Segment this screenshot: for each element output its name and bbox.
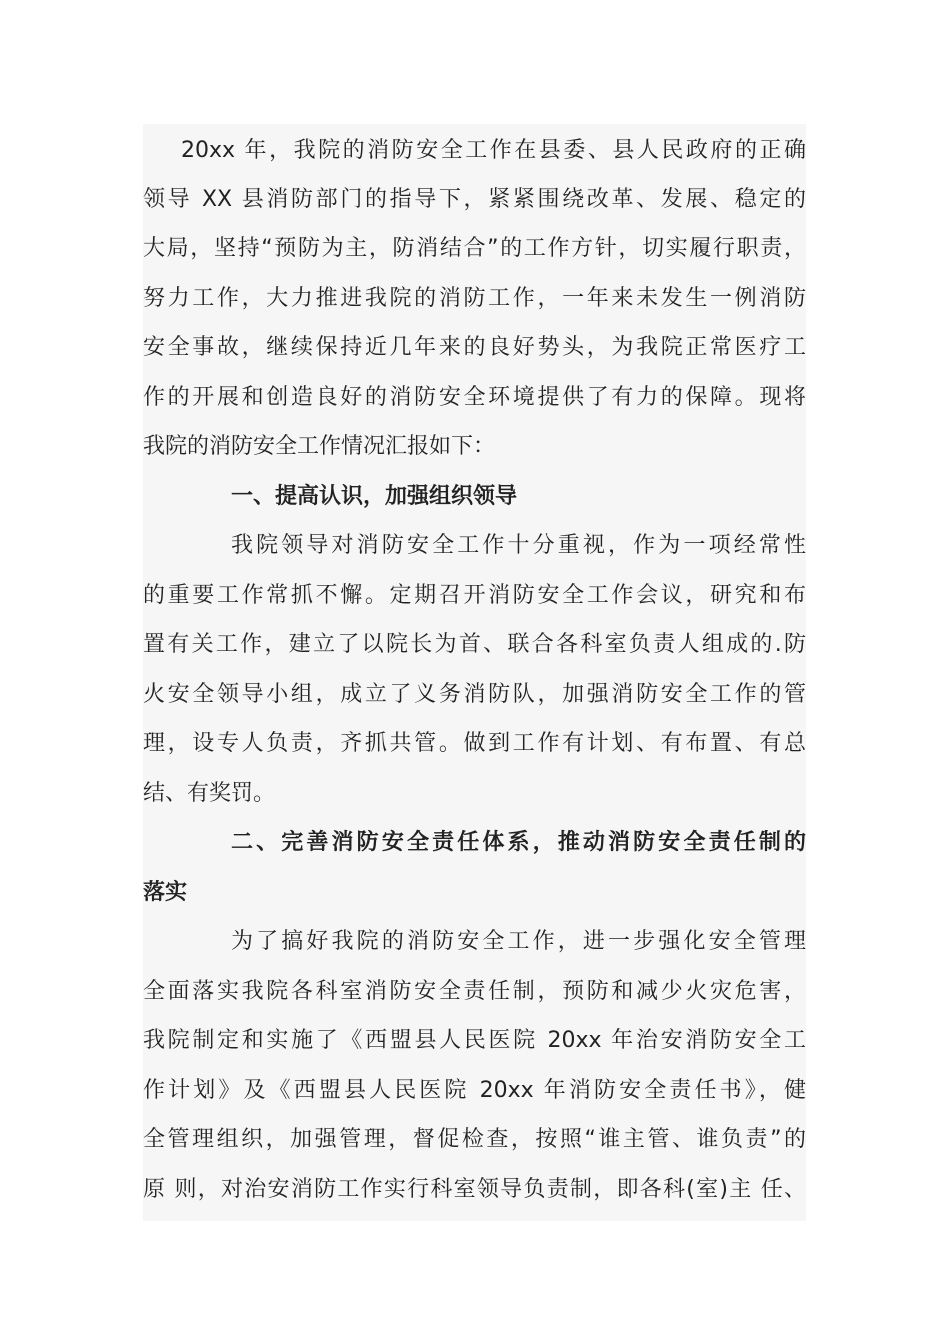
paragraph-2-line-1: 我院领导对消防安全工作十分重视，作为一项经常性: [231, 533, 806, 558]
section-1-heading: 一、提高认识，加强组织领导: [231, 484, 518, 509]
paragraph-3-line-5: 全管理组织，加强管理，督促检查，按照“谁主管、谁负责”的: [143, 1127, 806, 1152]
paragraph-1-line-3: 大局，坚持“预防为主，防消结合”的工作方针，切实履行职责，: [143, 236, 806, 261]
paragraph-1-line-4: 努力工作，大力推进我院的消防工作，一年来未发生一例消防: [143, 286, 806, 311]
paragraph-3-line-1: 为了搞好我院的消防安全工作，进一步强化安全管理: [231, 929, 806, 954]
paragraph-3-line-2: 全面落实我院各科室消防安全责任制，预防和减少火灾危害，: [143, 979, 806, 1004]
paragraph-3-line-3: 我院制定和实施了《西盟县人民医院 20xx 年治安消防安全工: [143, 1028, 806, 1053]
document-page: [143, 124, 806, 1221]
paragraph-2-line-3: 置有关工作，建立了以院长为首、联合各科室负责人组成的.防: [143, 632, 806, 657]
paragraph-1-line-6: 作的开展和创造良好的消防安全环境提供了有力的保障。现将: [143, 385, 806, 410]
paragraph-3-line-6: 原 则，对治安消防工作实行科室领导负责制，即各科(室)主 任、: [143, 1177, 806, 1202]
paragraph-2-line-2: 的重要工作常抓不懈。定期召开消防安全工作会议，研究和布: [143, 583, 806, 608]
paragraph-2-line-6: 结、有奖罚。: [143, 781, 276, 806]
paragraph-1-line-1: 20xx 年，我院的消防安全工作在县委、县人民政府的正确: [181, 138, 806, 163]
section-2-heading-line-2: 落实: [143, 880, 188, 905]
paragraph-2-line-4: 火安全领导小组，成立了义务消防队，加强消防安全工作的管: [143, 682, 806, 707]
paragraph-3-line-4: 作计划》及《西盟县人民医院 20xx 年消防安全责任书》，健: [143, 1078, 806, 1103]
paragraph-1-line-5: 安全事故，继续保持近几年来的良好势头，为我院正常医疗工: [143, 335, 806, 360]
paragraph-1-line-7: 我院的消防安全工作情况汇报如下：: [143, 434, 496, 459]
section-2-heading-line-1: 二、完善消防安全责任体系，推动消防安全责任制的: [231, 830, 806, 855]
paragraph-2-line-5: 理，设专人负责，齐抓共管。做到工作有计划、有布置、有总: [143, 731, 806, 756]
paragraph-1-line-2: 领导 XX 县消防部门的指导下，紧紧围绕改革、发展、稳定的: [143, 187, 806, 212]
